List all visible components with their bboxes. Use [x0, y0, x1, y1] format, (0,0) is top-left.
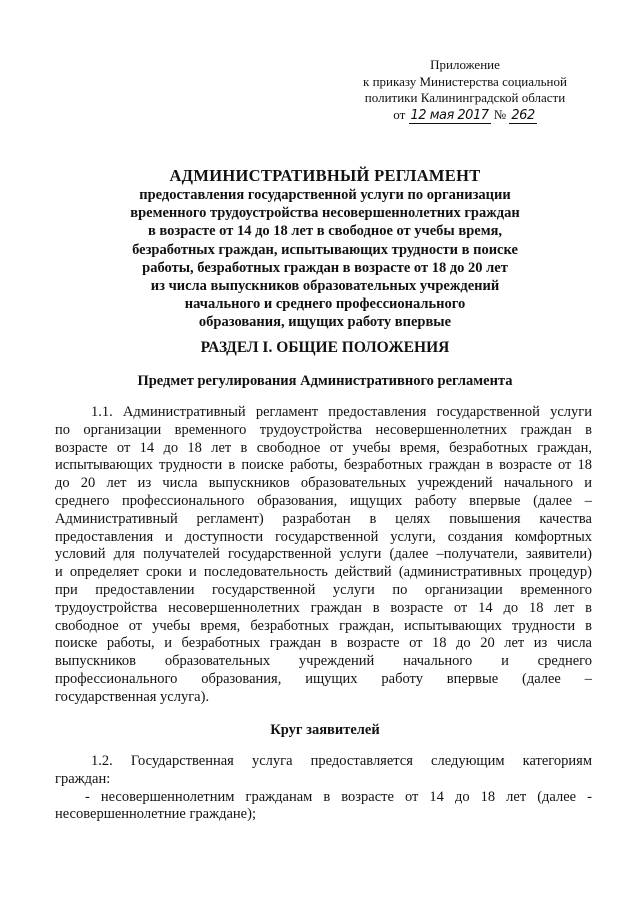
- subtitle-line: начального и среднего профессионального: [184, 296, 466, 313]
- date-prefix: от: [393, 106, 406, 122]
- paragraph-line: среднего профессионального образования, ищущих работу впервые (далее –: [55, 492, 592, 509]
- paragraph-line: 1.2. Государственная услуга предоставляется следующим категориям: [91, 753, 592, 769]
- appendix-block: [335, 57, 595, 124]
- applicants-heading: Круг заявителей: [270, 722, 380, 738]
- section-heading: РАЗДЕЛ I. ОБЩИЕ ПОЛОЖЕНИЯ: [200, 339, 450, 356]
- appendix-label: Приложение: [430, 57, 500, 72]
- paragraph-line: условий для получателей государственной услуги (далее –получатели, заявители): [55, 546, 592, 563]
- paragraph-line: предоставления и доступности государственной услуги, создания комфортных: [55, 528, 592, 545]
- paragraph-line: профессионального образования, ищущих работу впервые (далее –: [55, 670, 592, 687]
- paragraph-line: государственная услуга).: [55, 688, 210, 705]
- document-title: АДМИНИСТРАТИВНЫЙ РЕГЛАМЕНТ: [169, 166, 481, 185]
- paragraph-line: возрасте от 14 до 18 лет в свободное от учебы время, безработных граждан,: [55, 439, 592, 456]
- paragraph-line: испытывающих трудности в поиске работы, безработных граждан в возрасте от 18: [55, 457, 592, 474]
- subtitle-line: образования, ищущих работу впервые: [198, 314, 452, 331]
- document-title-block: [70, 166, 580, 332]
- paragraph-line: по организации временного трудоустройства несовершеннолетних граждан в: [55, 421, 592, 438]
- subtitle-line: предоставления государственной услуги по организации: [139, 187, 511, 203]
- paragraph-line: свободное от учебы время, безработных граждан, испытывающих трудности в: [55, 617, 592, 634]
- paragraph-line: до 20 лет из числа выпускников образовательных учреждений начального и: [55, 475, 592, 492]
- subtitle-line: в возрасте от 14 до 18 лет в свободное от учебы время,: [147, 223, 503, 240]
- paragraph-line: при предоставлении государственной услуги по организации временного: [55, 581, 592, 598]
- subtitle-line: из числа выпускников образовательных учреждений: [150, 278, 500, 295]
- bullet-line: несовершеннолетние граждане);: [55, 806, 256, 823]
- paragraph-line: 1.1. Административный регламент предоставления государственной услуги: [91, 404, 592, 420]
- subtitle-line: временного трудоустройства несовершеннолетних граждан: [130, 205, 520, 222]
- subtitle-line: работы, безработных граждан в возрасте от 18 до 20 лет: [142, 259, 508, 276]
- document-subtitle: [70, 186, 580, 332]
- appendix-order-line: к приказу Министерства социальной: [363, 73, 567, 89]
- handwritten-date: 12 мая 2017: [410, 107, 489, 123]
- subject-heading: Предмет регулирования Административного регламента: [137, 373, 513, 389]
- paragraph-1-1: [55, 404, 592, 707]
- paragraph-1-2: [55, 753, 592, 824]
- paragraph-line: поиске работы, и безработных граждан в возрасте от 18 до 20 лет из числа: [55, 635, 592, 652]
- paragraph-line: трудоустройства несовершеннолетних граждан в возрасте от 14 до 18 лет в: [55, 599, 592, 616]
- paragraph-line: Административный регламент) разработан в целях повышения качества: [55, 510, 592, 527]
- subtitle-line: безработных граждан, испытывающих трудности в поиске: [132, 241, 518, 258]
- appendix-date-line: [335, 107, 595, 124]
- appendix-ministry-line: политики Калининградской области: [364, 90, 566, 105]
- paragraph-line: граждан:: [55, 770, 111, 787]
- number-prefix: №: [493, 106, 507, 122]
- handwritten-number: 262: [511, 107, 535, 123]
- bullet-line: - несовершеннолетним гражданам в возрасте от 14 до 18 лет (далее -: [85, 788, 592, 805]
- paragraph-line: и определяет сроки и последовательность действий (административных процедур): [55, 564, 592, 581]
- paragraph-line: выпускников образовательных учреждений начального и среднего: [55, 653, 592, 670]
